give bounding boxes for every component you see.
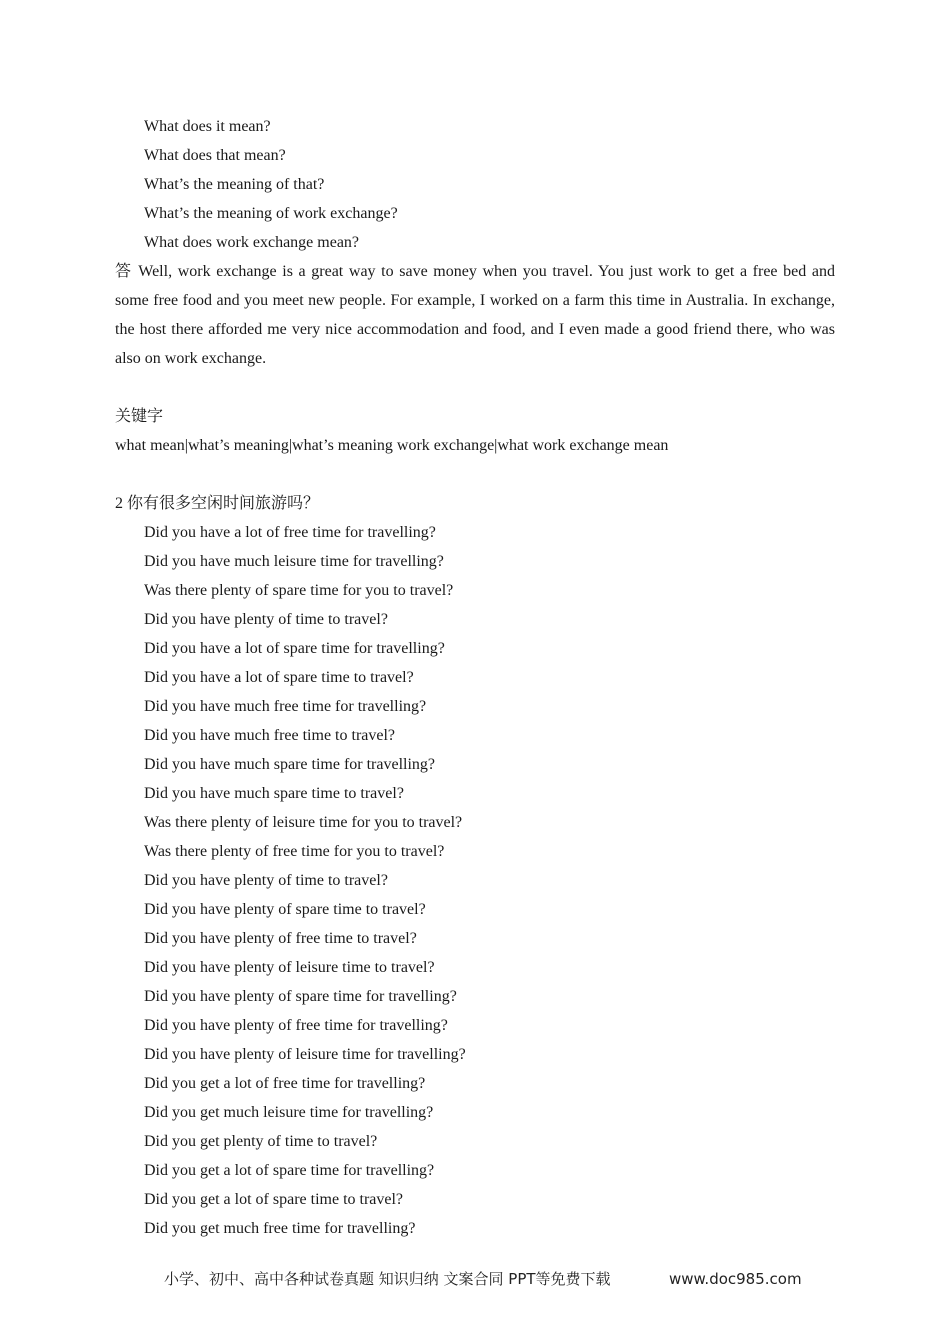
question-item: Did you get plenty of time to travel?: [144, 1133, 378, 1150]
document-content: [115, 112, 835, 1243]
spacer: [115, 460, 835, 489]
question-item: Did you get a lot of free time for travelling?: [144, 1075, 426, 1092]
question-item: What’s the meaning of that?: [144, 176, 325, 193]
question-item: What does work exchange mean?: [144, 234, 360, 251]
question-item: Did you have much spare time for travelling?: [144, 756, 436, 773]
question-item: Did you have plenty of time to travel?: [144, 611, 388, 628]
question-item: Did you have plenty of free time to travel?: [144, 930, 417, 947]
answer-paragraph: 答 Well, work exchange is a great way to save money when you travel. You just work to get a free bed and some free food and you meet new people. For example, I worked on a farm this time in Australia. In exchange, the host there afforded me very nice accommodation and food, and I even made a good friend there, who was also on work exchange.: [115, 263, 835, 367]
question-item: Did you have a lot of free time for travelling?: [144, 524, 436, 541]
question-item: What does it mean?: [144, 118, 271, 135]
question-item: What does that mean?: [144, 147, 286, 164]
keywords-text: what mean|what’s meaning|what’s meaning work exchange|what work exchange mean: [115, 437, 669, 454]
question-list-2: [115, 518, 835, 1243]
question-item: Did you have a lot of spare time to travel?: [144, 669, 414, 686]
question-item: Did you have a lot of spare time for travelling?: [144, 640, 445, 657]
question-item: Was there plenty of free time for you to travel?: [144, 843, 445, 860]
question-item: Did you have much leisure time for travelling?: [144, 553, 444, 570]
question-item: Did you have much free time for travelling?: [144, 698, 427, 715]
question-item: What’s the meaning of work exchange?: [144, 205, 398, 222]
question-item: Did you have plenty of leisure time for travelling?: [144, 1046, 466, 1063]
footer-website-link[interactable]: www.doc985.com: [669, 1270, 802, 1288]
section-heading: 2 你有很多空闲时间旅游吗？: [115, 495, 320, 512]
question-item: Did you have plenty of leisure time to travel?: [144, 959, 435, 976]
question-item: Did you get a lot of spare time for travelling?: [144, 1162, 435, 1179]
question-item: Did you have plenty of time to travel?: [144, 872, 388, 889]
question-item: Did you have plenty of spare time for travelling?: [144, 988, 457, 1005]
question-list-1: [115, 112, 835, 257]
question-item: Was there plenty of spare time for you to travel?: [144, 582, 454, 599]
question-item: Was there plenty of leisure time for you to travel?: [144, 814, 463, 831]
question-item: Did you have plenty of free time for travelling?: [144, 1017, 448, 1034]
question-item: Did you get much free time for travelling?: [144, 1220, 416, 1237]
question-item: Did you get a lot of spare time to travel?: [144, 1191, 404, 1208]
spacer: [115, 373, 835, 402]
footer-promo-text: 小学、初中、高中各种试卷真题 知识归纳 文案合同 PPT等免费下载: [164, 1270, 611, 1288]
page-footer: [0, 1266, 950, 1292]
question-item: Did you have much spare time to travel?: [144, 785, 404, 802]
question-item: Did you get much leisure time for travelling?: [144, 1104, 434, 1121]
question-item: Did you have much free time to travel?: [144, 727, 396, 744]
question-item: Did you have plenty of spare time to travel?: [144, 901, 426, 918]
keywords-label: 关键字: [115, 408, 164, 425]
